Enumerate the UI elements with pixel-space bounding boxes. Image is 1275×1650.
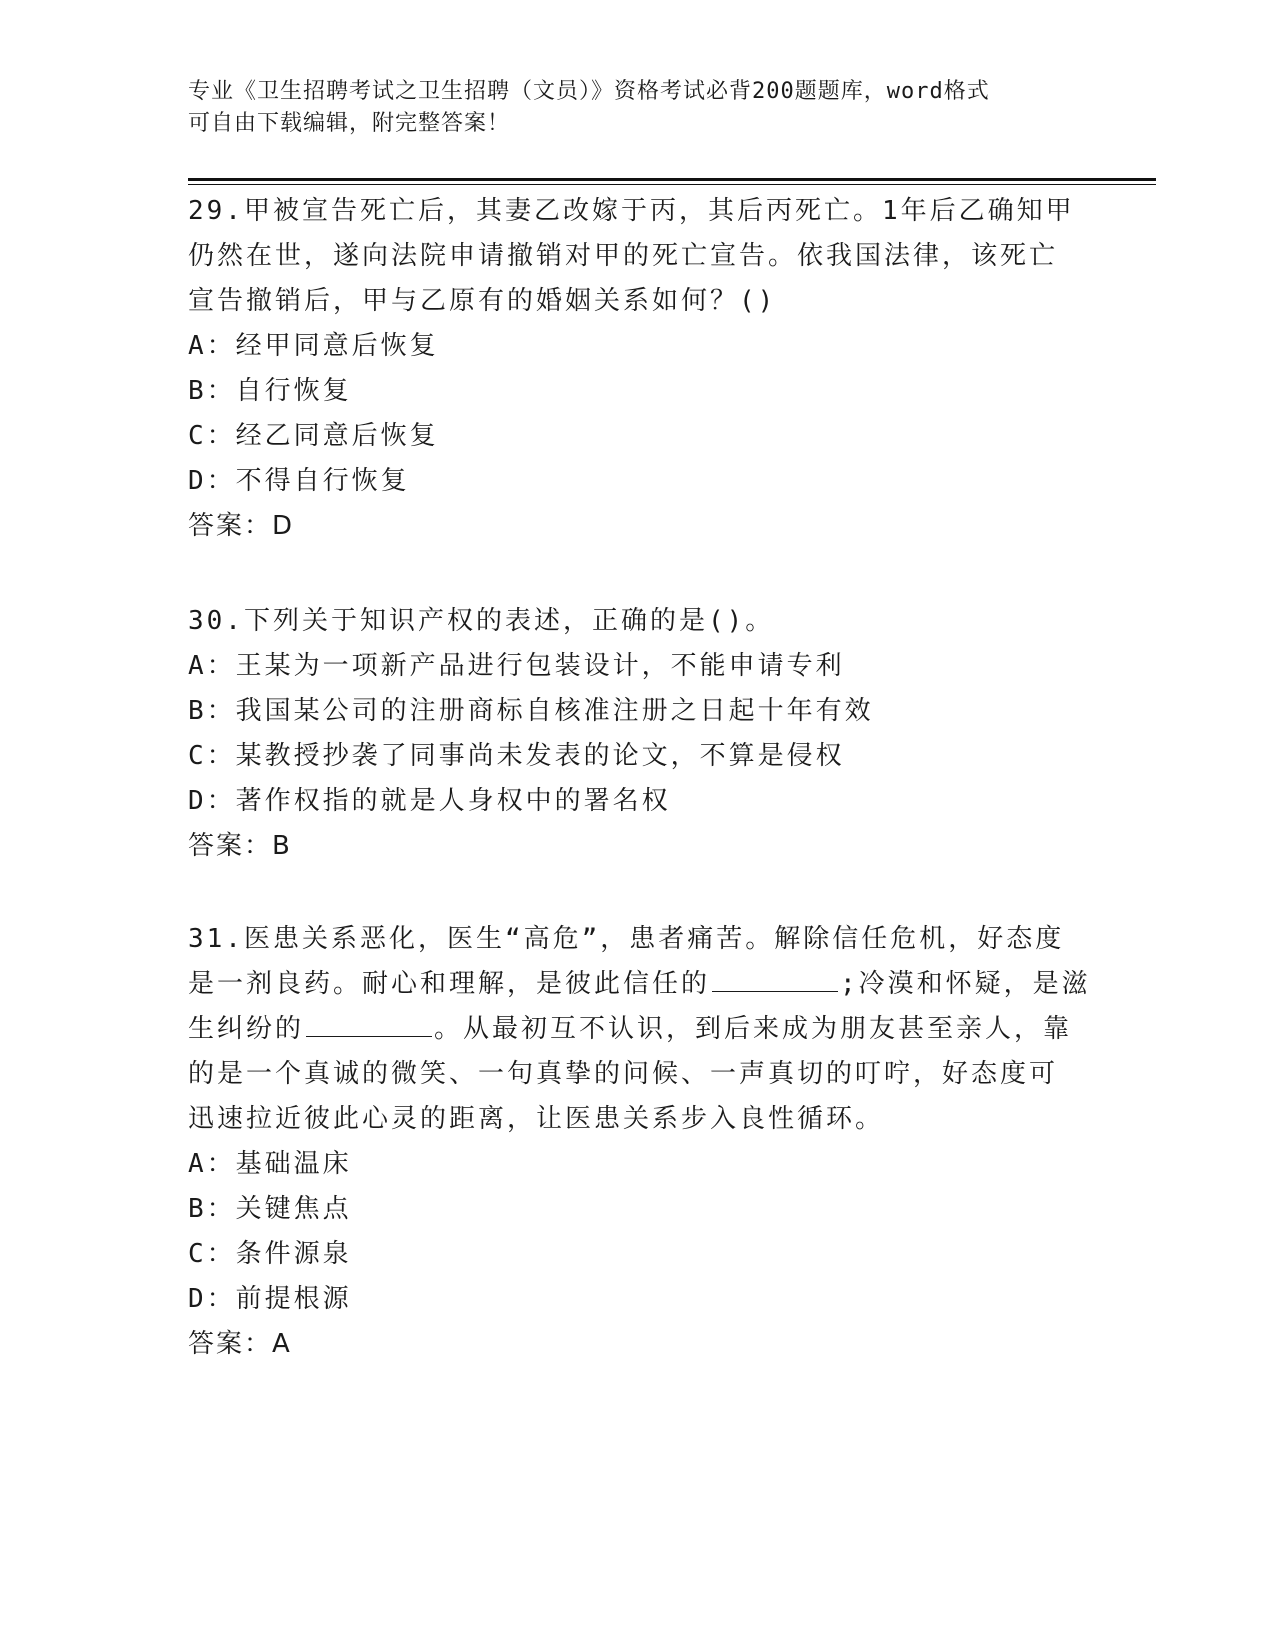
stem-text: 生纠纷的 <box>188 1014 305 1044</box>
header-line-1: 专业《卫生招聘考试之卫生招聘（文员）》资格考试必背200题题库，word格式 <box>188 79 990 104</box>
question-stem-line: 29.甲被宣告死亡后，其妻乙改嫁于丙，其后丙死亡。1年后乙确知甲 <box>188 196 1075 226</box>
question-stem-line: 迅速拉近彼此心灵的距离，让医患关系步入良性循环。 <box>188 1104 885 1134</box>
answer-label: 答案：A <box>188 1329 292 1359</box>
question-stem-line: 31.医患关系恶化，医生“高危”，患者痛苦。解除信任危机，好态度 <box>188 924 1065 954</box>
option-c: C：条件源泉 <box>188 1239 352 1269</box>
stem-text: ;冷漠和怀疑，是滋 <box>840 969 1091 999</box>
question-stem-line: 宣告撤销后，甲与乙原有的婚姻关系如何？() <box>188 286 777 316</box>
option-b: B：关键焦点 <box>188 1194 352 1224</box>
option-c: C：经乙同意后恢复 <box>188 421 439 451</box>
option-a: A：王某为一项新产品进行包装设计，不能申请专利 <box>188 651 845 681</box>
option-d: D：前提根源 <box>188 1284 352 1314</box>
header-divider-thick <box>188 178 1156 181</box>
stem-text: 是一剂良药。耐心和理解，是彼此信任的 <box>188 969 711 999</box>
header-line-2: 可自由下载编辑，附完整答案！ <box>188 111 511 136</box>
question-stem-line <box>188 1007 1088 1052</box>
option-b: B：自行恢复 <box>188 376 352 406</box>
fill-in-blank <box>306 1008 432 1037</box>
question-stem-line: 的是一个真诚的微笑、一句真挚的问候、一声真切的叮咛，好态度可 <box>188 1059 1059 1089</box>
answer-label: 答案：B <box>188 831 292 861</box>
option-d: D：著作权指的就是人身权中的署名权 <box>188 786 671 816</box>
answer-label: 答案：D <box>188 511 295 541</box>
document-header <box>188 76 1068 140</box>
stem-text: 。从最初互不认识，到后来成为朋友甚至亲人，靠 <box>434 1014 1073 1044</box>
header-divider-thin <box>188 184 1156 185</box>
option-b: B：我国某公司的注册商标自核准注册之日起十年有效 <box>188 696 874 726</box>
question-stem-line: 30.下列关于知识产权的表述，正确的是()。 <box>188 606 775 636</box>
question-31 <box>188 917 1091 1367</box>
option-a: A：基础温床 <box>188 1149 352 1179</box>
fill-in-blank <box>712 963 838 992</box>
option-a: A：经甲同意后恢复 <box>188 331 439 361</box>
option-d: D：不得自行恢复 <box>188 466 410 496</box>
question-29 <box>188 189 1088 549</box>
question-stem-line: 仍然在世，遂向法院申请撤销对甲的死亡宣告。依我国法律，该死亡 <box>188 241 1059 271</box>
question-stem-line <box>188 962 1091 1007</box>
question-30 <box>188 599 1088 869</box>
option-c: C：某教授抄袭了同事尚未发表的论文，不算是侵权 <box>188 741 845 771</box>
